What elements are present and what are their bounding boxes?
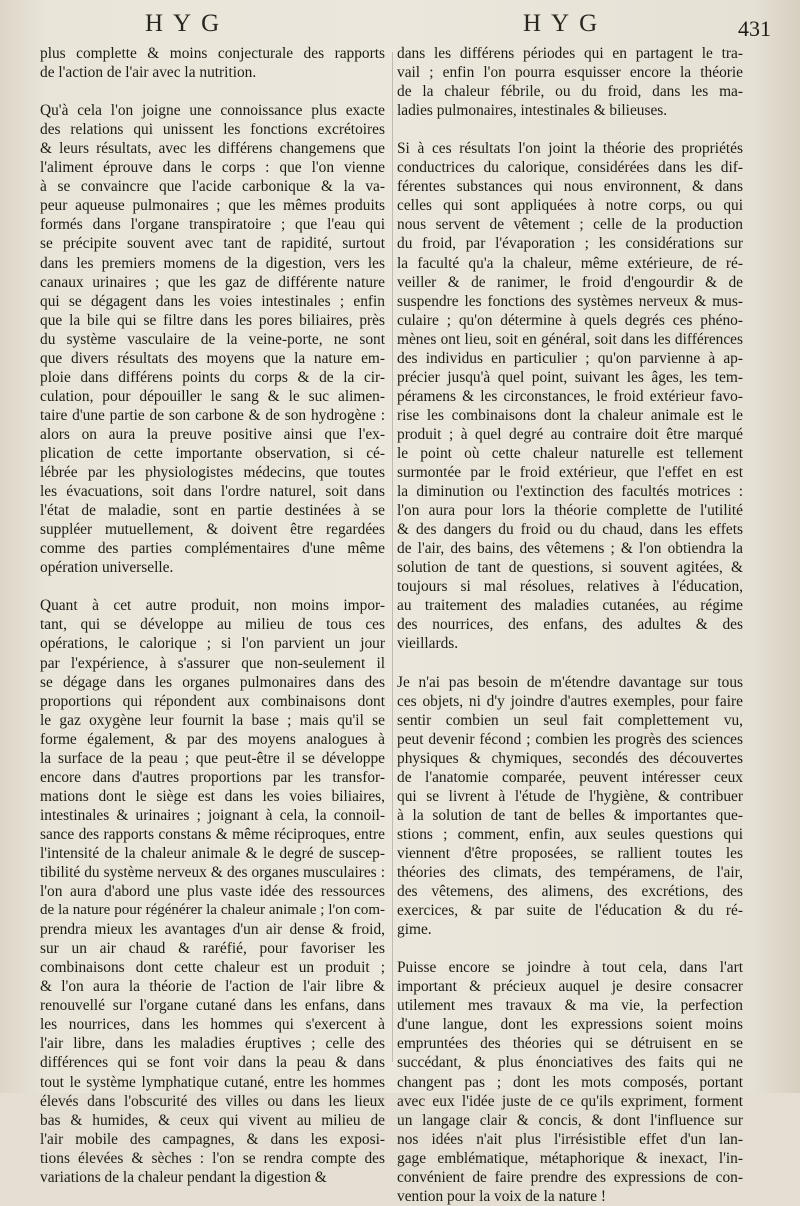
text-line: élevés dans l'obscurité des villes ou dans les lieux [40,1092,385,1110]
text-line: l'intensité de la chaleur animale & le degré de suscep- [40,844,385,862]
text-line: les nourrices, dans les hommes qui s'exercent à [40,1016,385,1034]
text-line: l'on aura pour lors la théorie complette de l'utilité [397,502,743,520]
text-line: la surface de la peau ; que peut-être il se développe [40,749,385,767]
text-line: se précipite souvent avec tant de rapidité, surtout [40,235,385,253]
text-line: avec eux l'idée juste de ce qu'ils expriment, forment [397,1092,743,1110]
text-line: de la nature pour régénérer la chaleur animale ; l'on com- [40,902,385,919]
text-line: au traitement des maladies cutanées, au régime [397,597,743,615]
page-number: 431 [738,16,771,41]
text-line: qui se livrent à l'étude de l'hygiène, & contribuer [397,787,743,805]
text-line: l'on aura d'abord une plus vaste idée des ressources [40,883,385,901]
text-line: ladies pulmonaires, intestinales & bilieuses. [397,102,668,120]
text-line: l'air libre, dans les maladies éruptives ; celle des [40,1035,385,1053]
text-line: empruntées des théories qui se détruisent en se [397,1035,743,1053]
text-line: ploie dans différens points du corps & de la cir- [40,368,385,386]
text-line: que divers résultats des moyens que la nature em- [40,349,385,367]
text-line: vention pour la voix de la nature ! [397,1187,606,1205]
text-line: important & précieux auquel je desire consacrer [397,978,743,996]
text-line: l'état de maladie, sont en partie destinées à se [40,502,385,520]
text-line: formés dans l'organe transpiratoire ; que l'eau qui [40,216,385,234]
text-line: des relations qui unissent les fonctions excrétoires [40,121,385,139]
text-line: des nourrices, des enfans, des adultes & des [397,616,743,634]
text-line: Qu'à cela l'on joigne une connoissance plus exacte [40,102,385,120]
text-line: par l'expérience, à s'assurer que non-seulement il [40,654,385,672]
text-line: Quant à cet autre produit, non moins impor- [40,597,385,615]
text-line: bas & humides, & ceux qui vivent au milieu de [40,1111,385,1129]
text-line: tout le système lymphatique cutané, entre les hommes [40,1073,385,1091]
paragraph-gap [397,654,743,673]
paragraph-gap [397,939,743,958]
text-line: sance des rapports constans & même réciproques, entre [40,825,385,843]
text-line: vail ; enfin l'on pourra esquisser encore la théorie [397,64,743,82]
paragraph-gap [397,120,743,139]
text-line: rise les combinaisons dont la chaleur animale est le [397,406,743,424]
text-line: suspendre les fonctions des systèmes nerveux & mus- [397,292,743,310]
text-line: opération universelle. [40,559,174,577]
text-line: dans les premiers momens de la digestion, vers les [40,254,385,272]
text-line: proportions qui répondent aux combinaisons dont [40,692,385,710]
text-line: intestinales & urinaires ; joignant à cela, la connoil- [40,806,385,824]
text-line: forme également, & par des moyens analogues à [40,730,385,748]
text-line: combinaisons dont cette chaleur est un produit ; [40,959,385,977]
text-line: veiller & de ranimer, le froid d'engourdir & de [397,273,743,291]
page-header [0,10,800,44]
text-line: des individus en particulier ; qu'on parvienne à ap- [397,349,743,367]
paragraph-gap [40,82,385,101]
text-line: encore dans d'autres proportions par les transfor- [40,768,385,786]
text-line: physiques & chymiques, secondés des découvertes [397,749,743,767]
text-line: férentes substances qui nous environnent, & dans [397,178,743,196]
text-line: conductrices du calorique, considérées dans les dif- [397,159,743,177]
text-line: produit ; à quel degré au contraire doit être marqué [397,425,743,443]
text-line: tibilité du système nerveux & des organes musculaires : [40,864,385,882]
text-line: Si à ces résultats l'on joint la théorie des propriétés [397,140,743,158]
text-line: théories des climats, des tempéramens, de l'air, [397,864,743,882]
text-line: se dégage dans les organes pulmonaires dans des [40,673,385,691]
text-line: de l'action de l'air avec la nutrition. [40,64,257,82]
text-line: utilement mes travaux & ma vie, la perfection [397,997,743,1015]
text-line: toujours si mal résolues, relatives à l'éducation, [397,578,743,596]
text-line: du froid, par l'évaporation ; les considérations sur [397,235,743,253]
paragraph-gap [40,577,385,596]
text-line: viennent d'être proposées, se rallient toutes les [397,844,743,862]
text-line: précier jusqu'à quel point, suivant les âges, les tem- [397,368,743,386]
text-line: tions élevées & sèches : l'on se rendra compte des [40,1149,385,1167]
text-line: nous servent de vêtement ; celle de la production [397,216,743,234]
text-line: différences qui se font voir dans la peau & dans [40,1054,385,1072]
column-divider [392,52,393,1062]
text-line: tant, qui se développe au milieu de tous ces [40,616,385,634]
text-line: culaire ; qu'on détermine à quels degrés ces phéno- [397,311,743,329]
text-line: surmontée par le froid extérieur, que l'effet en est [397,464,743,482]
text-line: opérations, le calorique ; si l'on parvient un jour [40,635,385,653]
text-line: mations dont le siège est dans les voies biliaires, [40,787,385,805]
right-column [397,44,743,1206]
text-line: alors on aura la preuve positive ainsi que l'ex- [40,425,385,443]
text-line: Puisse encore se joindre à tout cela, dans l'art [397,959,743,977]
text-line: que la bile qui se filtre dans les pores biliaires, près [40,311,385,329]
text-line: exercices, & par suite de l'éducation & du ré- [397,902,743,920]
left-column [40,44,385,1187]
text-line: du système vasculaire de la veine-porte, ne sont [40,330,385,348]
text-line: canaux urinaires ; que les gaz de différente nature [40,273,385,291]
text-line: à la solution de tant de belles & importantes que- [397,806,743,824]
text-line: de la chaleur fébrile, ou du froid, dans les ma- [397,83,743,101]
text-line: comme des parties complémentaires d'une même [40,540,385,558]
running-head-right: HYG [523,10,608,37]
text-line: la diminution ou l'extinction des facultés motrices : [397,483,743,501]
text-line: de l'air, des bains, des vêtemens ; & l'on obtiendra la [397,540,743,558]
text-line: sur un air chaud & raréfié, pour favoriser les [40,940,385,958]
text-line: le gaz oxygène leur fournit la base ; mais qu'il se [40,711,385,729]
text-line: de l'anatomie comparée, peuvent intéresser ceux [397,768,743,786]
text-line: gage emblématique, métaphorique & inexact, l'in- [397,1149,743,1167]
text-line: taire d'une partie de son carbone & de son hydrogène : [40,406,385,424]
text-line: le point où cette chaleur naturelle est tellement [397,444,743,462]
text-line: changent pas ; dont les mots composés, portant [397,1073,743,1091]
text-line: des vêtemens, des alimens, des excrétions, des [397,883,743,901]
text-line: d'une langue, dont les expressions soient moins [397,1016,743,1034]
text-line: Je n'ai pas besoin de m'étendre davantage sur tous [397,673,743,691]
text-line: un langage clair & concis, & dont l'influence sur [397,1111,743,1129]
text-line: culation, pour dépouiller le sang & le suc alimen- [40,387,385,405]
text-line: lébrée par les physiologistes médecins, que toutes [40,464,385,482]
text-line: la faculté qu'a la chaleur, même extérieure, de ré- [397,254,743,272]
text-line: ces objets, ni d'y joindre d'autres exemples, pour faire [397,692,743,710]
text-line: variations de la chaleur pendant la digestion & [40,1168,327,1186]
text-line: à se convaincre que l'acide carbonique & la va- [40,178,385,196]
text-line: gime. [397,921,432,939]
text-line: nos idées n'ait plus l'irrésistible effet d'un lan- [397,1130,743,1148]
text-line: prendra mieux les avantages d'un air dense & froid, [40,921,385,939]
text-line: plus complette & moins conjecturale des rapports [40,45,385,62]
text-line: l'air mobile des campagnes, & dans les exposi- [40,1130,385,1148]
text-line: succédant, & plus énonciatives des faits qui ne [397,1054,743,1072]
text-line: sentir combien un seul fait complettement vu, [397,711,743,729]
text-line: solution de tant de questions, si souvent agitées, & [397,559,743,577]
text-line: péramens & les circonstances, le froid extérieur favo- [397,387,743,405]
text-line: renouvellé sur l'organe cutané dans les enfans, dans [40,997,385,1015]
text-line: suppléer mutuellement, & doivent être regardées [40,521,385,539]
text-line: dans les différens périodes qui en partagent le tra- [397,45,743,62]
text-line: les évacuations, soit dans l'ordre naturel, soit dans [40,483,385,501]
text-line: & l'on aura la théorie de l'action de l'air libre & [40,978,385,996]
text-line: plication de cette importante observation, si cé- [40,444,385,462]
text-line: qui se dégagent dans les voies intestinales ; enfin [40,292,385,310]
text-line: peur aqueuse pulmonaires ; que les mêmes produits [40,197,385,215]
text-line: & leurs résultats, avec les différens changemens que [40,140,385,158]
text-line: stions ; comment, enfin, aux seules questions qui [397,825,743,843]
text-line: mènes ont lieu, soit en général, soit dans les différences [397,330,743,348]
text-line: & des dangers du froid ou du chaud, dans les effets [397,521,743,539]
text-line: vieillards. [397,635,459,653]
running-head-left: HYG [145,10,230,37]
text-line: celles qui sont appliquées à notre corps, ou qui [397,197,743,215]
text-line: convénient de faire prendre des expressions de con- [397,1168,743,1186]
text-line: l'aliment éprouve dans le corps : que l'on vienne [40,159,385,177]
text-line: peut devenir fécond ; combien les progrès des sciences [397,730,743,748]
